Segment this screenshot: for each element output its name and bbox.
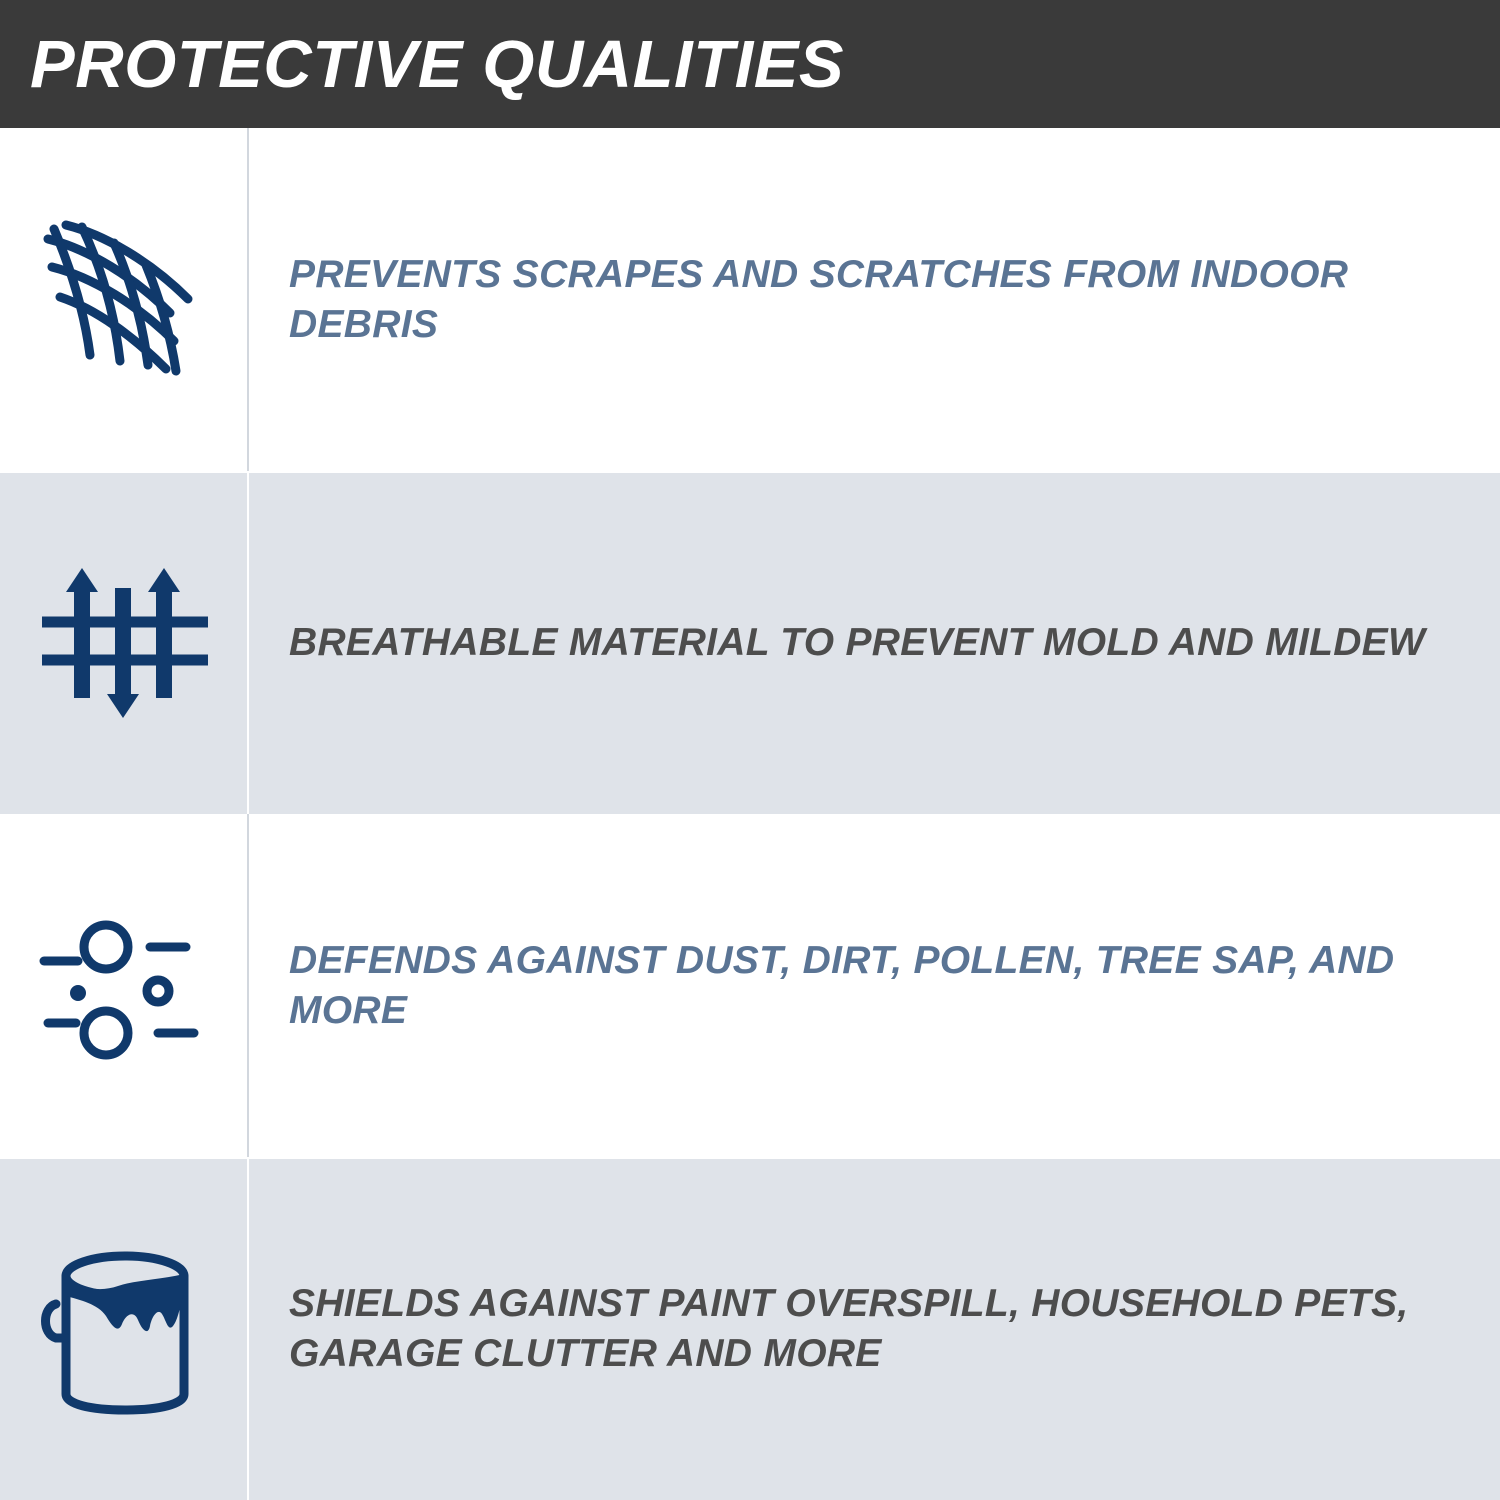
icon-cell xyxy=(0,128,249,471)
dust-particles-icon xyxy=(30,891,220,1081)
breathable-airflow-icon xyxy=(30,548,220,738)
feature-row xyxy=(0,814,1500,1157)
text-cell xyxy=(249,128,1500,471)
feature-row xyxy=(0,1157,1500,1500)
icon-cell xyxy=(0,471,249,814)
feature-text: BREATHABLE MATERIAL TO PREVENT MOLD AND MILDEW xyxy=(289,620,1426,664)
feature-row xyxy=(0,128,1500,471)
feature-text: DEFENDS AGAINST DUST, DIRT, POLLEN, TREE SAP, AND MORE xyxy=(289,938,1395,1032)
icon-cell xyxy=(0,814,249,1157)
page-title: PROTECTIVE QUALITIES xyxy=(30,26,845,102)
text-cell xyxy=(249,1157,1500,1500)
header-bar xyxy=(0,0,1500,128)
feature-list xyxy=(0,128,1500,1500)
text-cell xyxy=(249,814,1500,1157)
icon-cell xyxy=(0,1157,249,1500)
feature-text: SHIELDS AGAINST PAINT OVERSPILL, HOUSEHOLD PETS, GARAGE CLUTTER AND MORE xyxy=(289,1281,1409,1375)
paint-can-icon xyxy=(30,1234,220,1424)
text-cell xyxy=(249,471,1500,814)
feature-text: PREVENTS SCRAPES AND SCRATCHES FROM INDOOR DEBRIS xyxy=(289,252,1349,346)
scratch-mesh-icon xyxy=(30,205,220,395)
feature-row xyxy=(0,471,1500,814)
